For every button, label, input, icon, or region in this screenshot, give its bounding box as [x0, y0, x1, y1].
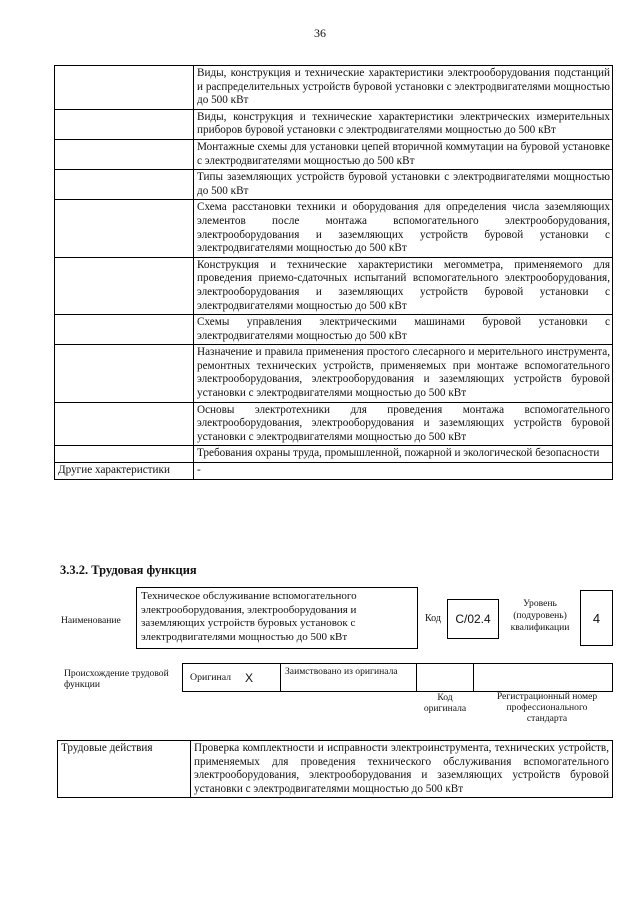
level-label: Уровень (подуровень) квалификации [510, 598, 570, 633]
table-row [55, 170, 613, 200]
knowledge-item: Монтажные схемы для установки цепей вторичной коммутации на буровой установке с электродвигателями мощностью до 500 кВт [194, 139, 613, 169]
knowledge-item: Требования охраны труда, промышленной, пожарной и экологической безопасности [194, 446, 613, 463]
reg-number-cell [473, 663, 613, 692]
actions-label: Трудовые действия [58, 741, 191, 798]
table-cell-empty [55, 257, 194, 314]
code-label: Код [425, 613, 441, 624]
table-row [55, 200, 613, 257]
knowledge-item: Виды, конструкция и технические характеристики электрических измерительных приборов буровой установки с электродвигателями мощностью до 500 кВт [194, 109, 613, 139]
actions-table [57, 740, 613, 798]
original-label: Оригинал [190, 672, 232, 683]
table-cell-empty [55, 109, 194, 139]
knowledge-table [54, 65, 613, 480]
other-characteristics-label: Другие характеристики [55, 463, 194, 480]
table-cell-empty [55, 446, 194, 463]
table-row [55, 139, 613, 169]
code-value-box: С/02.4 [447, 599, 499, 639]
knowledge-item: Конструкция и технические характеристики мегомметра, применяемого для проведения приемо-сдаточных испытаний вспомогательного электрооборудования, электрооборудования и заземляющих устройств буровой установки с электродвигателями мощностью до 500 кВт [194, 257, 613, 314]
reg-number-label: Регистрационный номер профессионального стандарта [496, 691, 598, 724]
table-cell-empty [55, 402, 194, 446]
table-cell-empty [55, 139, 194, 169]
other-characteristics-value: - [194, 463, 613, 480]
table-row [55, 257, 613, 314]
table-cell-empty [55, 200, 194, 257]
original-cell [182, 663, 281, 692]
table-row [55, 345, 613, 402]
name-label: Наименование [61, 615, 121, 626]
table-cell-empty [55, 315, 194, 345]
table-row [55, 109, 613, 139]
table-row [55, 402, 613, 446]
knowledge-item: Виды, конструкция и технические характеристики электрооборудования подстанций и распределительных устройств буровой установки с электродвигателями мощностью до 500 кВт [194, 66, 613, 110]
table-row [55, 446, 613, 463]
table-row [58, 741, 613, 798]
table-row [55, 66, 613, 110]
function-name-box: Техническое обслуживание вспомогательного электрооборудования, электрооборудования и заземляющих устройств буровых установок с электродвигателями мощностью до 500 кВт [136, 587, 418, 649]
page-number: 36 [314, 26, 326, 40]
level-value-box: 4 [580, 590, 613, 646]
table-cell-empty [55, 170, 194, 200]
table-cell-empty [55, 66, 194, 110]
actions-text: Проверка комплектности и исправности электроинструмента, технических устройств, применяемых для проведения технического обслуживания вспомогательного электрооборудования, электрооборудования и заземляющих устройств буровой установки с электродвигателями мощностью до 500 кВт [191, 741, 613, 798]
code-original-cell [416, 663, 474, 692]
table-row [55, 315, 613, 345]
code-original-label: Код оригинала [423, 692, 467, 714]
original-mark: X [245, 670, 254, 685]
knowledge-item: Основы электротехники для проведения монтажа вспомогательного электрооборудования, электрооборудования и заземляющих устройств буровой установки с электродвигателями мощностью до 500 кВт [194, 402, 613, 446]
knowledge-item: Схемы управления электрическими машинами буровой установки с электродвигателями мощностью до 500 кВт [194, 315, 613, 345]
knowledge-item: Типы заземляющих устройств буровой установки с электродвигателями мощностью до 500 кВт [194, 170, 613, 200]
origin-label: Происхождение трудовой функции [64, 668, 169, 690]
knowledge-item: Схема расстановки техники и оборудования для определения числа заземляющих элементов после монтажа вспомогательного электрооборудования, электрооборудования и заземляющих устройств буровой установки с электродвигателями мощностью до 500 кВт [194, 200, 613, 257]
section-heading: 3.3.2. Трудовая функция [60, 563, 197, 577]
table-row [55, 463, 613, 480]
table-cell-empty [55, 345, 194, 402]
borrowed-cell: Заимствовано из оригинала [280, 663, 417, 692]
origin-row [182, 663, 613, 692]
knowledge-item: Назначение и правила применения простого слесарного и мерительного инструмента, ремонтных технических устройств, применяемых при монтаже вспомогательного электрооборудования, электрооборудования и заземляющих устройств буровой установки с электродвигателями мощностью до 500 кВт [194, 345, 613, 402]
